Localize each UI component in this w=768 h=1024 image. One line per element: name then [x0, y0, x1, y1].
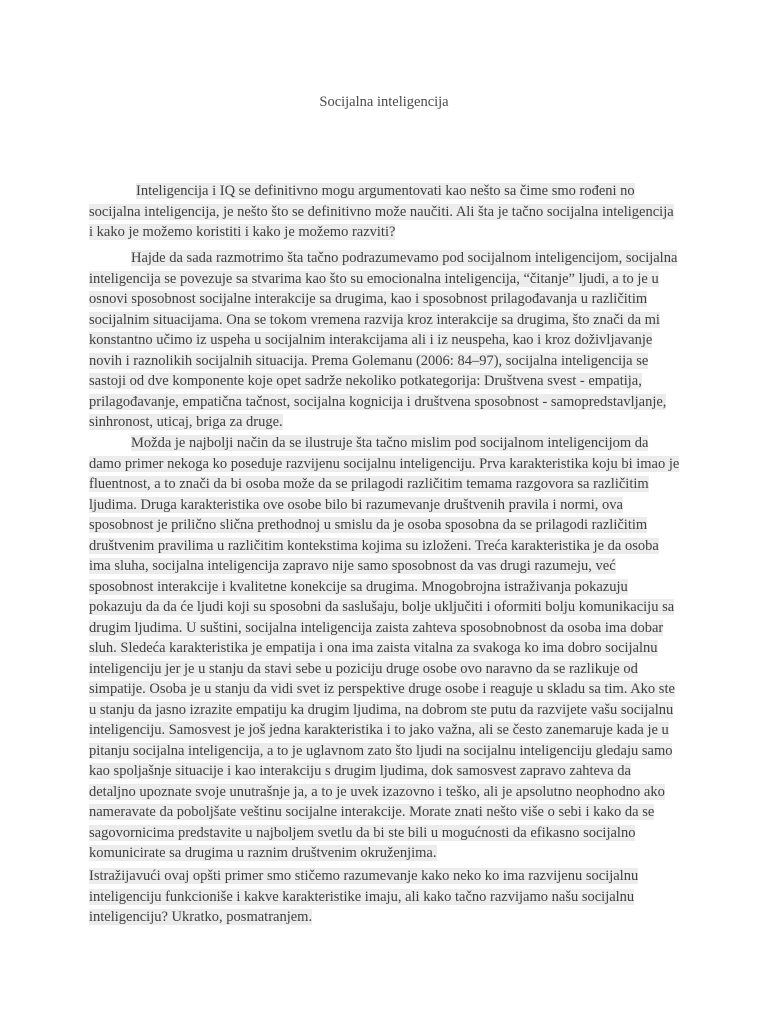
paragraph-3-text: Možda je najbolji način da se ilustruje šta tačno mislim pod socijalnom inteligencijom da damo primer nekoga ko poseduje razvijenu socijalnu inteligenciju. Prva karakteristika koju bi imao je fluentnost, a to znači da bi osoba može da se prilagodi različitim temama razgovora sa različitim ljudima. Druga karakteristika ove osobe bilo bi razumevanje društvenih pravila i normi, ova sposobnost je prilično slična prethodnoj u smislu da je osoba sposobna da se prilagodi različitim društvenim pravilima u različitim kontekstima kojima su izloženi. Treća karakteristika je da osoba ima sluha, socijalna inteligencija zapravo nije samo sposobnost da vas drugi razumeju, već sposobnost interakcije i kvalitetne konekcije sa drugima. Mnogobrojna istraživanja pokazuju pokazuju da da će ljudi koji su sposobni da saslušaju, bolje uključiti i oformiti bolju komunikaciju sa drugim ljudima. U suštini, socijalna inteligencija zaista zahteva sposobnobnost da osoba ima dobar sluh. Sledeća karakteristika je empatija i ona ima zaista vitalna za svakoga ko ima dobro socijalnu inteligenciju jer je u stanju da stavi sebe u poziciju druge osobe ovo naravno da se razlikuje od simpatije. Osoba je u stanju da vidi svet iz perspektive druge osobe i reaguje u skladu sa tim. Ako ste u stanju da jasno izrazite empatiju ka drugim ljudima, na dobrom ste putu da razvijete vašu socijalnu inteligenciju. Samosvest je još jedna karakteristika i to jako važna, ali se često zanemaruje kada je u pitanju socijalna inteligencija, a to je uglavnom zato što ljudi na socijalnu inteligenciju gledaju samo kao spoljašnje situacije i kao interakciju s drugim ljudima, dok samosvest zapravo zahteva da detaljno upoznate svoje unutrašnje ja, a to je uvek izazovno i teško, ali je apsolutno neophodno ako nameravate da poboljšate veštinu socijalne interakcije. Morate znati nešto više o sebi i kako da se sagovornicima predstavite u najboljem svetlu da bi ste bili u mogućnosti da efikasno socijalno komunicirate sa drugima u raznim društvenim okruženjima. — [89, 435, 680, 861]
paragraph-2-text: Hajde da sada razmotrimo šta tačno podrazumevamo pod socijalnom inteligencijom, socijalna inteligencija se povezuje sa stvarima kao što su emocionalna inteligencija, “čitanje” ljudi, a to je u osnovi sposobnost socijalne interakcije sa drugima, kao i sposobnost prilagođavanja u različitim socijalnim situacijama. Ona se tokom vremena razvija kroz interakcije sa drugima, što znači da mi konstantno učimo iz uspeha u socijalnim interakcijama ali i iz neuspeha, kao i kroz doživljavanje novih i raznolikih socijalnih situacija. Prema Golemanu (2006: 84–97), socijalna inteligencija se sastoji od dve komponente koje opet sadrže nekoliko potkategorija: Društvena svest - empatija, prilagođavanje, empatična tačnost, socijalna kognicija i društvena sposobnost - samopredstavljanje, sinhronost, uticaj, briga za druge. — [89, 250, 678, 430]
paragraph-3 — [89, 433, 681, 864]
paragraph-1 — [89, 181, 681, 243]
paragraph-1-text: Inteligencija i IQ se definitivno mogu argumentovati kao nešto sa čime smo rođeni no socijalna inteligencija, je nešto što se definitivno može naučiti. Ali šta je tačno socijalna inteligencija i kako je možemo koristiti i kako je možemo razviti? — [89, 183, 674, 240]
paragraph-4-text: Istražijavući ovaj opšti primer smo stičemo razumevanje kako neko ko ima razvijenu socijalnu inteligenciju funkcioniše i kakve karakteristike imaju, ali kako tačno razvijamo našu socijalnu inteligenciju? Ukratko, posmatranjem. — [89, 868, 639, 925]
document-title: Socijalna inteligencija — [319, 94, 449, 110]
paragraph-2 — [89, 248, 681, 433]
paragraph-4 — [89, 866, 681, 928]
